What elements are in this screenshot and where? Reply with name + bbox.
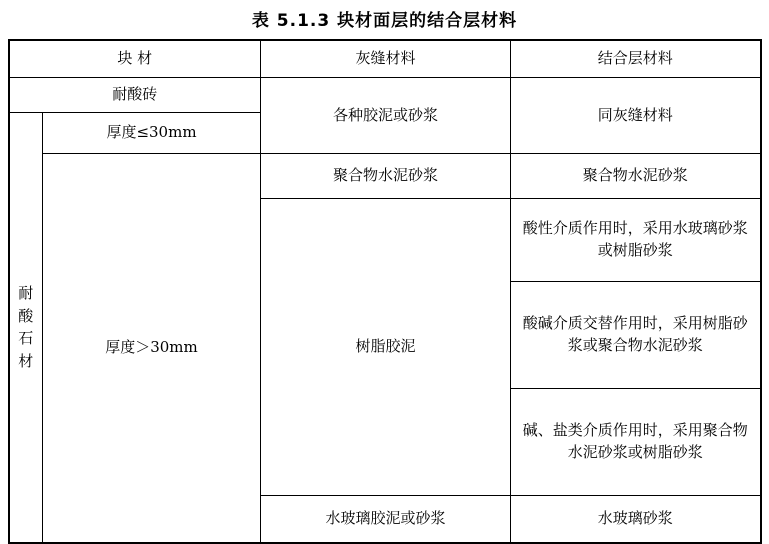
vertical-label-text bbox=[18, 282, 33, 372]
cell-joint-3: 树脂胶泥 bbox=[261, 199, 511, 496]
header-block-material: 块 材 bbox=[9, 40, 261, 78]
cell-joint-2: 聚合物水泥砂浆 bbox=[261, 154, 511, 199]
vertical-char-4: 材 bbox=[18, 351, 34, 370]
cell-acid-brick: 耐酸砖 bbox=[9, 78, 261, 113]
cell-joint-1: 各种胶泥或砂浆 bbox=[261, 78, 511, 154]
cell-stone-vertical bbox=[9, 113, 43, 544]
vertical-char-3: 石 bbox=[18, 329, 34, 348]
cell-bond-2: 聚合物水泥砂浆 bbox=[511, 154, 761, 199]
header-bond-material: 结合层材料 bbox=[511, 40, 761, 78]
cell-bond-3b: 酸碱介质交替作用时，采用树脂砂浆或聚合物水泥砂浆 bbox=[511, 282, 761, 389]
table-row bbox=[9, 78, 761, 113]
cell-bond-1: 同灰缝材料 bbox=[511, 78, 761, 154]
cell-bond-4: 水玻璃砂浆 bbox=[511, 496, 761, 544]
header-joint-material: 灰缝材料 bbox=[261, 40, 511, 78]
table-row bbox=[9, 154, 761, 199]
cell-joint-4: 水玻璃胶泥或砂浆 bbox=[261, 496, 511, 544]
cell-thickness-le: 厚度≤30mm bbox=[43, 113, 261, 154]
vertical-char-2: 酸 bbox=[18, 306, 34, 325]
table-header-row bbox=[9, 40, 761, 78]
cell-thickness-gt: 厚度＞30mm bbox=[43, 154, 261, 544]
cell-bond-3c: 碱、盐类介质作用时，采用聚合物水泥砂浆或树脂砂浆 bbox=[511, 389, 761, 496]
vertical-char-1: 耐 bbox=[18, 284, 34, 303]
cell-bond-3a: 酸性介质作用时，采用水玻璃砂浆或树脂砂浆 bbox=[511, 199, 761, 282]
materials-table bbox=[8, 39, 762, 544]
table-caption: 表 5.1.3 块材面层的结合层材料 bbox=[251, 11, 518, 31]
